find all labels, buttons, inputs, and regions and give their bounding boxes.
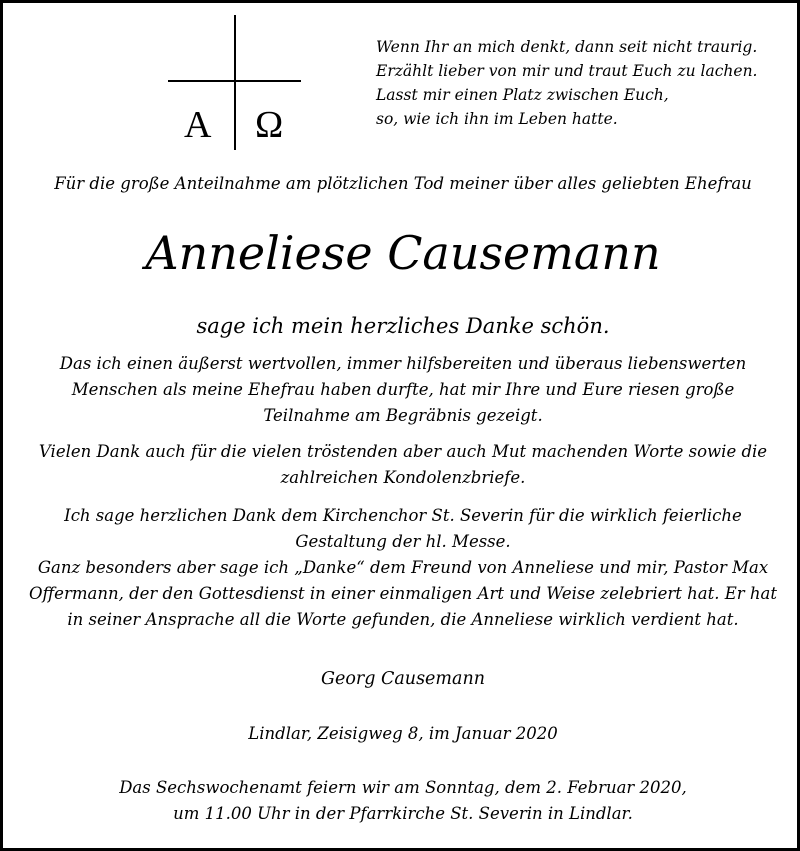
- cross-horizontal-bar: [168, 80, 301, 82]
- service-line: Das Sechswochenamt feiern wir am Sonntag, dem 2. Februar 2020,: [119, 778, 687, 797]
- omega-symbol: Ω: [255, 104, 284, 146]
- service-info: [3, 775, 800, 827]
- paragraph: [3, 351, 800, 429]
- verse-line: so, wie ich ihn im Leben hatte.: [376, 110, 618, 128]
- paragraph-line: Ich sage herzlichen Dank dem Kirchenchor St. Severin für die wirklich feierliche: [64, 506, 742, 525]
- paragraph-line: Teilnahme am Begräbnis gezeigt.: [263, 406, 543, 425]
- paragraph-line: Vielen Dank auch für die vielen tröstenden aber auch Mut machenden Worte sowie die: [38, 442, 768, 461]
- verse-line: Lasst mir einen Platz zwischen Euch,: [376, 86, 669, 104]
- paragraph: [3, 503, 800, 633]
- intro-text: Für die große Anteilnahme am plötzlichen Tod meiner über alles geliebten Ehefrau: [54, 174, 752, 193]
- signer-name: Georg Causemann: [320, 669, 485, 689]
- alpha-omega-cross: [168, 15, 301, 150]
- paragraph-line: Offermann, der den Gottesdienst in einer einmaligen Art und Weise zelebriert hat. Er hat: [28, 584, 778, 603]
- verse-line: Erzählt lieber von mir und traut Euch zu lachen.: [376, 62, 758, 80]
- alpha-symbol: A: [184, 104, 212, 146]
- cross-vertical-bar: [234, 15, 236, 150]
- deceased-name: Anneliese Causemann: [145, 226, 661, 280]
- paragraph-line: in seiner Ansprache all die Worte gefunden, die Anneliese wirklich verdient hat.: [67, 610, 739, 629]
- verse: [376, 35, 796, 131]
- paragraph-line: zahlreichen Kondolenzbriefe.: [280, 468, 526, 487]
- place-date: Lindlar, Zeisigweg 8, im Januar 2020: [248, 724, 558, 743]
- paragraph-line: Ganz besonders aber sage ich „Danke“ dem Freund von Anneliese und mir, Pastor Max: [37, 558, 769, 577]
- paragraph-line: Das ich einen äußerst wertvollen, immer hilfsbereiten und überaus liebenswerten: [59, 354, 747, 373]
- thanks-line: sage ich mein herzliches Danke schön.: [196, 314, 610, 338]
- paragraph-line: Gestaltung der hl. Messe.: [295, 532, 511, 551]
- verse-line: Wenn Ihr an mich denkt, dann seit nicht traurig.: [376, 38, 758, 56]
- service-line: um 11.00 Uhr in der Pfarrkirche St. Severin in Lindlar.: [173, 804, 633, 823]
- paragraph: [3, 439, 800, 491]
- paragraph-line: Menschen als meine Ehefrau haben durfte, hat mir Ihre und Eure riesen große: [71, 380, 735, 399]
